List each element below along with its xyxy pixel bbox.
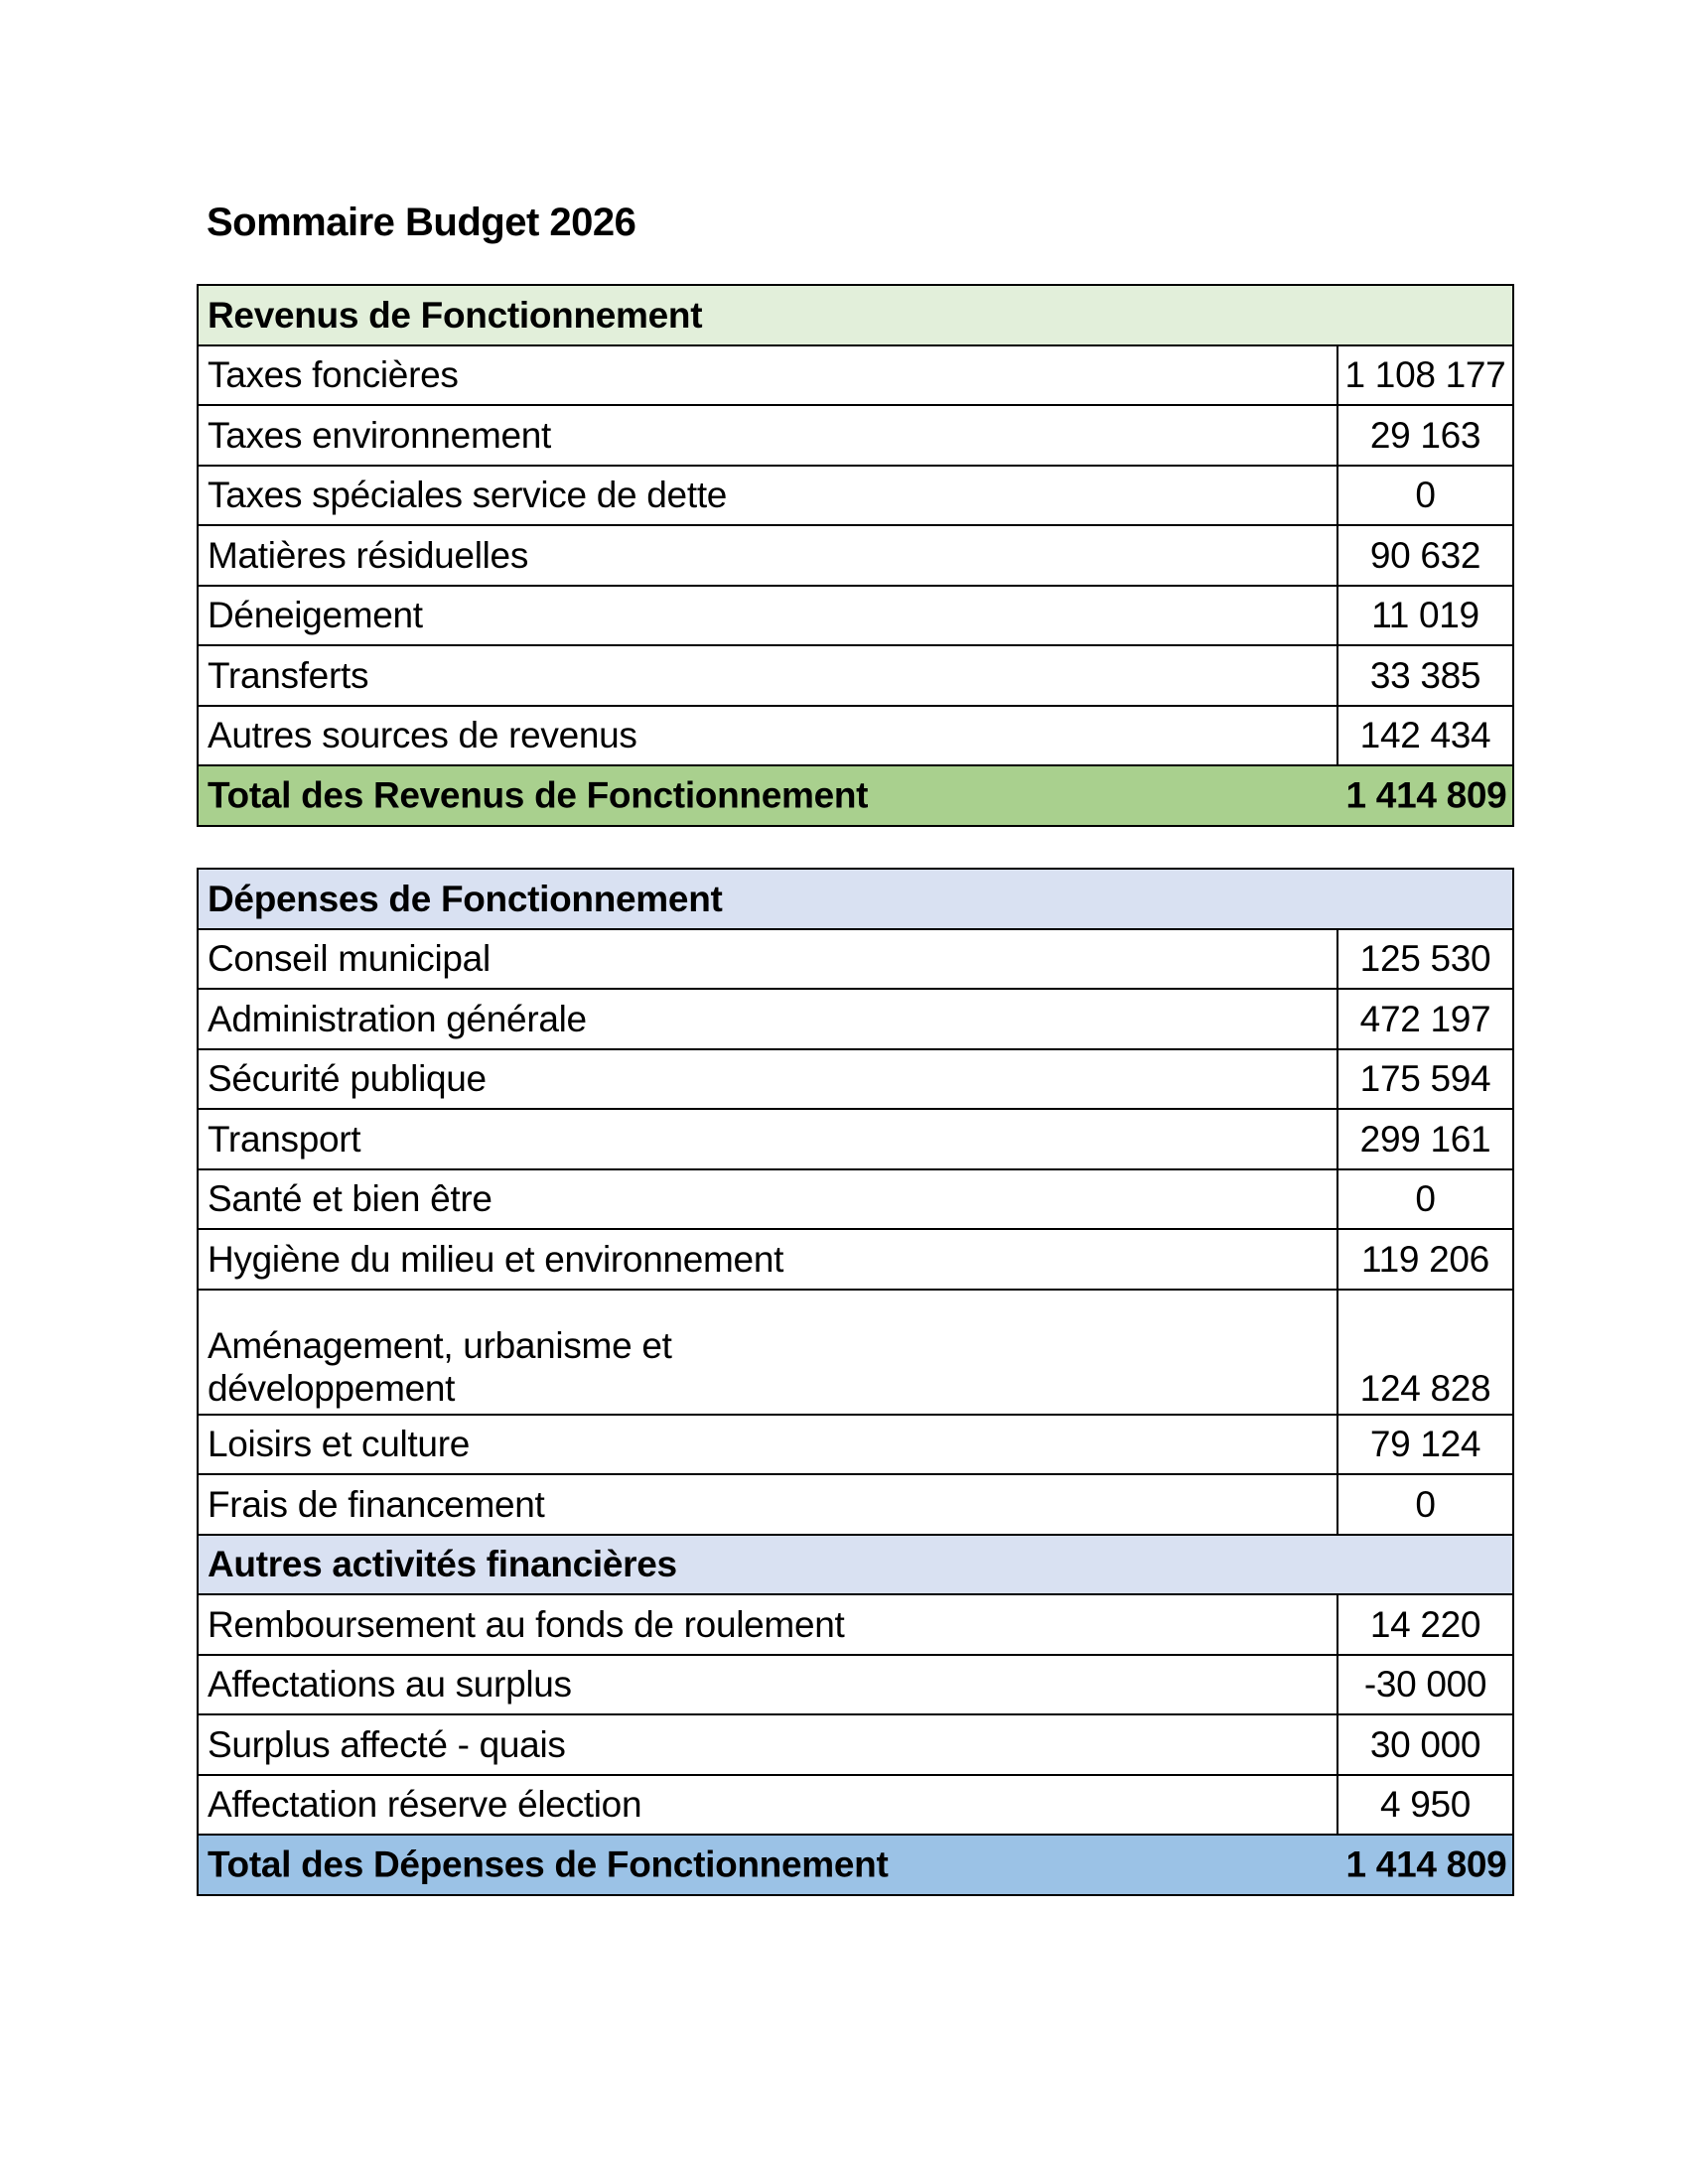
table-row: [198, 1714, 1513, 1775]
row-value: 142 434: [1337, 706, 1513, 766]
row-label: Autres sources de revenus: [198, 706, 1337, 766]
row-label: Taxes foncières: [198, 345, 1337, 406]
table-row: [198, 989, 1513, 1049]
other-activities-header-row: [198, 1535, 1513, 1595]
row-value: 33 385: [1337, 645, 1513, 706]
table-row: [198, 1109, 1513, 1169]
table-row: [198, 586, 1513, 646]
row-label: Taxes spéciales service de dette: [198, 466, 1337, 526]
table-row: [198, 345, 1513, 406]
table-row: [198, 1594, 1513, 1655]
revenues-total-row: [198, 765, 1513, 826]
row-label: Conseil municipal: [198, 929, 1337, 990]
row-label: Sécurité publique: [198, 1049, 1337, 1110]
revenues-total-value: 1 414 809: [1345, 774, 1507, 816]
row-label: Santé et bien être: [198, 1169, 1337, 1230]
revenues-table: [197, 284, 1514, 827]
row-label: Affectations au surplus: [198, 1655, 1337, 1715]
expenses-total-row: [198, 1835, 1513, 1895]
table-row: [198, 405, 1513, 466]
row-value: 125 530: [1337, 929, 1513, 990]
row-value: 4 950: [1337, 1775, 1513, 1836]
row-value: 0: [1337, 466, 1513, 526]
expenses-total-label: Total des Dépenses de Fonctionnement: [208, 1843, 889, 1885]
row-value: 79 124: [1337, 1415, 1513, 1475]
table-row: [198, 1415, 1513, 1475]
expenses-table: [197, 868, 1514, 1896]
other-activities-header: Autres activités financières: [198, 1535, 1513, 1595]
row-value: 119 206: [1337, 1229, 1513, 1290]
row-value: 0: [1337, 1474, 1513, 1535]
table-row: [198, 929, 1513, 990]
table-row: [198, 525, 1513, 586]
table-row: [198, 466, 1513, 526]
row-label: Matières résiduelles: [198, 525, 1337, 586]
revenues-header-row: [198, 285, 1513, 345]
row-label: Surplus affecté - quais: [198, 1714, 1337, 1775]
table-row: [198, 1290, 1513, 1415]
row-value: 175 594: [1337, 1049, 1513, 1110]
row-value: 29 163: [1337, 405, 1513, 466]
row-value: -30 000: [1337, 1655, 1513, 1715]
table-row: [198, 1775, 1513, 1836]
revenues-total-label: Total des Revenus de Fonctionnement: [208, 774, 869, 816]
row-value: 472 197: [1337, 989, 1513, 1049]
row-label: Hygiène du milieu et environnement: [198, 1229, 1337, 1290]
row-value: 299 161: [1337, 1109, 1513, 1169]
row-label: Taxes environnement: [198, 405, 1337, 466]
row-label: Aménagement, urbanisme et développement: [198, 1290, 1337, 1415]
row-label: Frais de financement: [198, 1474, 1337, 1535]
row-label: Transport: [198, 1109, 1337, 1169]
row-label: Déneigement: [198, 586, 1337, 646]
expenses-header: Dépenses de Fonctionnement: [198, 869, 1513, 929]
row-label: Transferts: [198, 645, 1337, 706]
table-row: [198, 1655, 1513, 1715]
table-row: [198, 1049, 1513, 1110]
row-value: 11 019: [1337, 586, 1513, 646]
row-value: 124 828: [1337, 1290, 1513, 1415]
table-row: [198, 706, 1513, 766]
row-value: 14 220: [1337, 1594, 1513, 1655]
table-row: [198, 1474, 1513, 1535]
row-value: 30 000: [1337, 1714, 1513, 1775]
row-label: Affectation réserve élection: [198, 1775, 1337, 1836]
row-label: Remboursement au fonds de roulement: [198, 1594, 1337, 1655]
row-value: 1 108 177: [1337, 345, 1513, 406]
expenses-total-value: 1 414 809: [1345, 1843, 1507, 1885]
row-label: Administration générale: [198, 989, 1337, 1049]
table-row: [198, 1229, 1513, 1290]
revenues-header: Revenus de Fonctionnement: [198, 285, 1513, 345]
page-title: Sommaire Budget 2026: [207, 201, 636, 244]
table-row: [198, 1169, 1513, 1230]
row-value: 90 632: [1337, 525, 1513, 586]
row-label: Loisirs et culture: [198, 1415, 1337, 1475]
table-row: [198, 645, 1513, 706]
row-value: 0: [1337, 1169, 1513, 1230]
expenses-header-row: [198, 869, 1513, 929]
